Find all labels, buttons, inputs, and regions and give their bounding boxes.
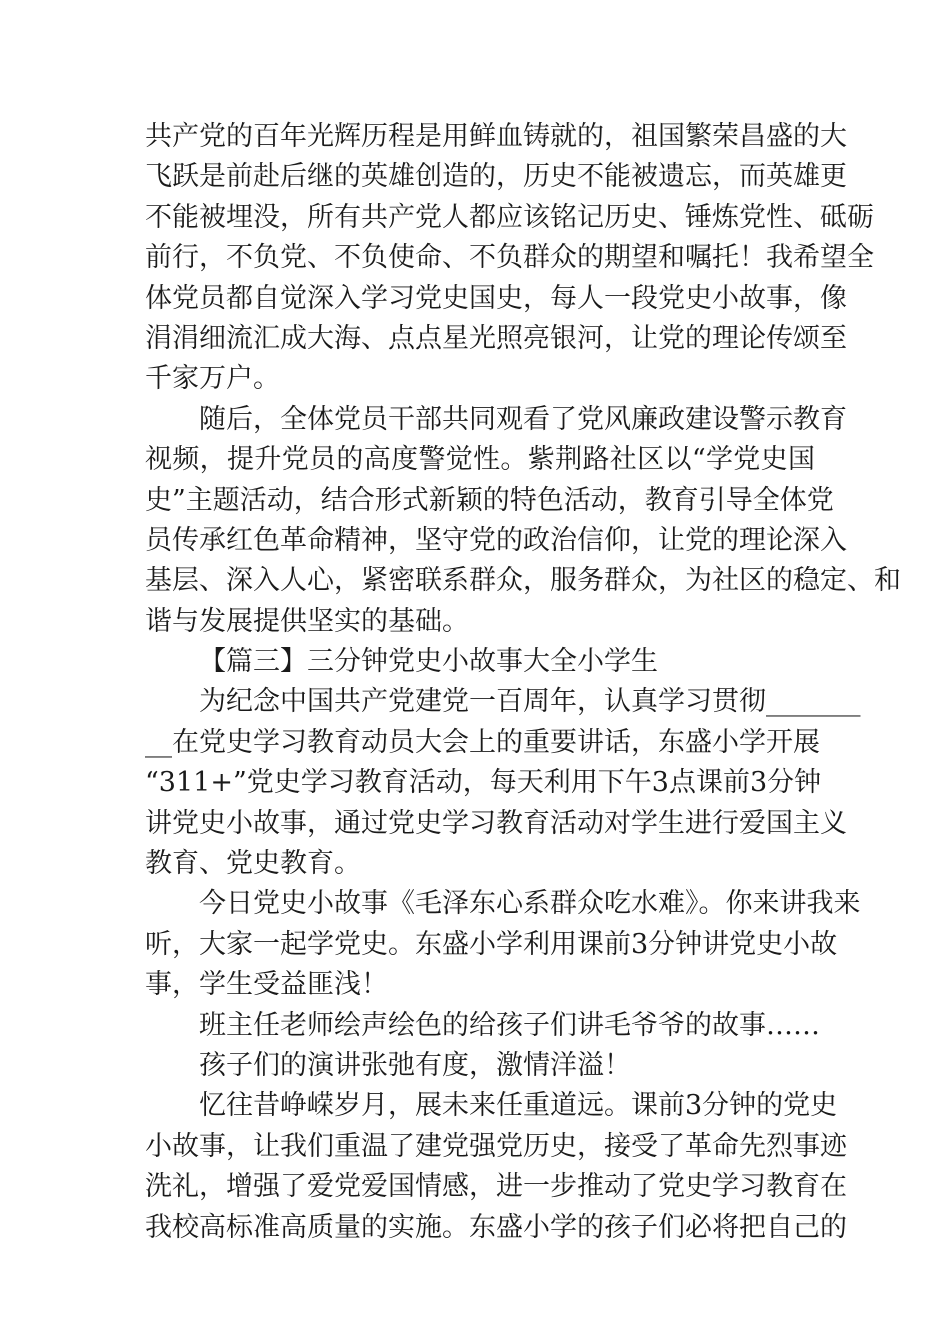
text-line: “311+”党史学习教育活动，每天利用下午3点课前3分钟: [145, 767, 822, 799]
text-line: 谐与发展提供坚实的基础。: [145, 605, 469, 637]
text-line: 忆往昔峥嵘岁月，展未来任重道远。课前3分钟的党史: [199, 1090, 838, 1122]
text-line: 今日党史小故事《毛泽东心系群众吃水难》。你来讲我来: [199, 888, 861, 920]
text-line: 涓涓细流汇成大海、点点星光照亮银河，让党的理论传颂至: [145, 322, 847, 354]
text-line: 体党员都自觉深入学习党史国史，每人一段党史小故事，像: [145, 282, 847, 314]
text-line: __在党史学习教育动员大会上的重要讲话，东盛小学开展: [145, 726, 820, 758]
text-line: 讲党史小故事，通过党史学习教育活动对学生进行爱国主义: [145, 807, 847, 839]
text-line: 【篇三】三分钟党史小故事大全小学生: [199, 646, 658, 678]
text-line: 前行，不负党、不负使命、不负群众的期望和嘱托！我希望全: [145, 242, 874, 274]
text-line: 听，大家一起学党史。东盛小学利用课前3分钟讲党史小故: [145, 928, 838, 960]
text-line: 共产党的百年光辉历程是用鲜血铸就的，祖国繁荣昌盛的大: [145, 121, 847, 152]
text-line: 基层、深入人心，紧密联系群众，服务群众，为社区的稳定、和: [145, 565, 901, 597]
text-line: 视频，提升党员的高度警觉性。紫荆路社区以“学党史国: [145, 444, 815, 476]
text-line: 事，学生受益匪浅！: [145, 969, 388, 1001]
text-line: 随后，全体党员干部共同观看了党风廉政建设警示教育: [199, 403, 847, 435]
document-body: [145, 117, 901, 1248]
text-line: 史”主题活动，结合形式新颖的特色活动，教育引导全体党: [145, 484, 834, 516]
text-line: 孩子们的演讲张弛有度，激情洋溢！: [199, 1049, 631, 1081]
text-line: 洗礼，增强了爱党爱国情感，进一步推动了党史学习教育在: [145, 1171, 847, 1203]
text-line: 千家万户。: [145, 363, 280, 395]
text-line: 教育、党史教育。: [145, 848, 361, 880]
text-line: 我校高标准高质量的实施。东盛小学的孩子们必将把自己的: [145, 1211, 847, 1243]
text-line: 飞跃是前赴后继的英雄创造的，历史不能被遗忘，而英雄更: [145, 161, 847, 193]
text-line: 员传承红色革命精神，坚守党的政治信仰，让党的理论深入: [145, 524, 847, 556]
text-line: 班主任老师绘声绘色的给孩子们讲毛爷爷的故事……: [199, 1009, 820, 1041]
text-line: 为纪念中国共产党建党一百周年，认真学习贯彻_______: [199, 686, 861, 718]
text-line: 不能被埋没，所有共产党人都应该铭记历史、锤炼党性、砥砺: [145, 201, 874, 233]
text-line: 小故事，让我们重温了建党强党历史，接受了革命先烈事迹: [145, 1130, 847, 1162]
